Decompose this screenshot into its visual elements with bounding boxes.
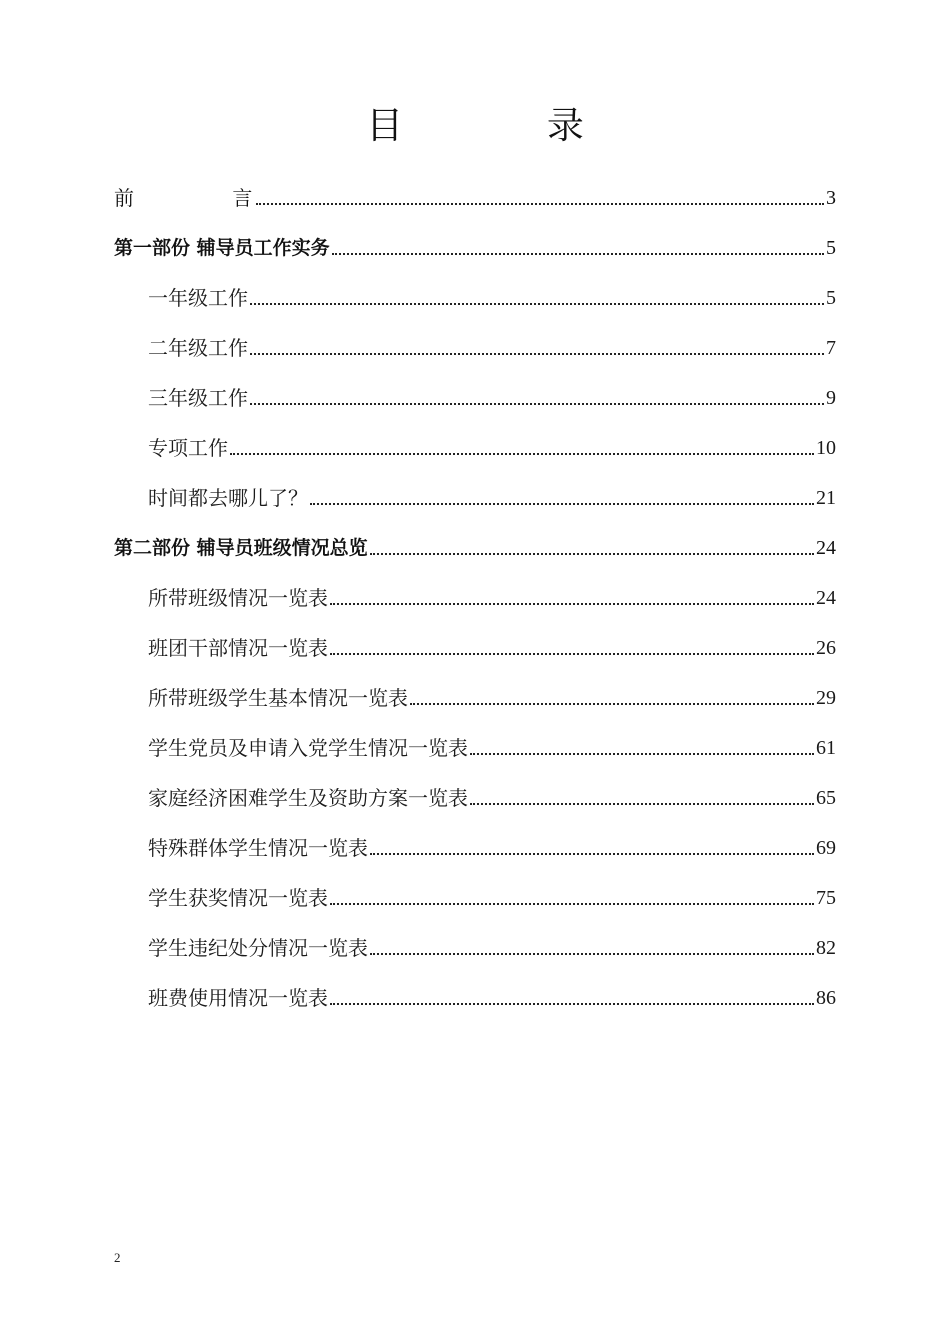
toc-entry-page: 86 <box>816 987 836 1009</box>
table-of-contents <box>114 162 836 1012</box>
dot-leader <box>410 684 814 712</box>
dot-leader <box>370 934 814 962</box>
toc-entry-page: 5 <box>826 287 836 309</box>
toc-entry-title: 班团干部情况一览表 <box>148 636 328 660</box>
toc-entry-disciplinary[interactable] <box>114 912 836 962</box>
toc-entry-class-cadres[interactable] <box>114 612 836 662</box>
dot-leader <box>330 984 814 1012</box>
dot-leader <box>310 484 814 512</box>
toc-entry-special-groups[interactable] <box>114 812 836 862</box>
dot-leader <box>332 234 824 262</box>
toc-entry-title: 班费使用情况一览表 <box>148 986 328 1010</box>
toc-entry-page: 21 <box>816 487 836 509</box>
toc-entry-second-year[interactable] <box>114 312 836 362</box>
dot-leader <box>230 434 814 462</box>
toc-entry-title: 家庭经济困难学生及资助方案一览表 <box>148 786 468 810</box>
toc-entry-special-work[interactable] <box>114 412 836 462</box>
toc-entry-page: 9 <box>826 387 836 409</box>
toc-entry-page: 7 <box>826 337 836 359</box>
dot-leader <box>330 884 814 912</box>
dot-leader <box>330 584 814 612</box>
toc-entry-student-basics[interactable] <box>114 662 836 712</box>
toc-entry-page: 24 <box>816 587 836 609</box>
toc-entry-class-overview[interactable] <box>114 562 836 612</box>
dot-leader <box>256 184 824 212</box>
toc-entry-page: 5 <box>826 237 836 259</box>
dot-leader <box>250 334 824 362</box>
toc-entry-title: 二年级工作 <box>148 336 248 360</box>
page-title: 目 录 <box>366 104 650 147</box>
toc-entry-class-fees[interactable] <box>114 962 836 1012</box>
toc-entry-page: 75 <box>816 887 836 909</box>
toc-entry-part-2[interactable] <box>114 512 836 562</box>
toc-entry-where-time-went[interactable] <box>114 462 836 512</box>
toc-entry-third-year[interactable] <box>114 362 836 412</box>
dot-leader <box>470 784 814 812</box>
toc-entry-page: 29 <box>816 687 836 709</box>
toc-entry-title: 一年级工作 <box>148 286 248 310</box>
toc-entry-title: 专项工作 <box>148 436 228 460</box>
toc-entry-title: 所带班级学生基本情况一览表 <box>148 686 408 710</box>
dot-leader <box>370 534 814 562</box>
toc-entry-first-year[interactable] <box>114 262 836 312</box>
toc-entry-title: 第二部份 辅导员班级情况总览 <box>114 537 368 559</box>
toc-entry-page: 82 <box>816 937 836 959</box>
toc-entry-preface[interactable] <box>114 162 836 212</box>
toc-entry-title: 学生党员及申请入党学生情况一览表 <box>148 736 468 760</box>
toc-entry-page: 10 <box>816 437 836 459</box>
toc-entry-awards[interactable] <box>114 862 836 912</box>
toc-entry-page: 3 <box>826 187 836 209</box>
dot-leader <box>250 284 824 312</box>
toc-entry-title: 所带班级情况一览表 <box>148 586 328 610</box>
toc-entry-page: 69 <box>816 837 836 859</box>
dot-leader <box>250 384 824 412</box>
toc-entry-party-members[interactable] <box>114 712 836 762</box>
dot-leader <box>470 734 814 762</box>
toc-entry-title: 三年级工作 <box>148 386 248 410</box>
dot-leader <box>370 834 814 862</box>
toc-entry-title: 特殊群体学生情况一览表 <box>148 836 368 860</box>
toc-entry-page: 26 <box>816 637 836 659</box>
toc-entry-title: 时间都去哪儿了？ <box>148 486 308 510</box>
toc-entry-financial-aid[interactable] <box>114 762 836 812</box>
page-number: 2 <box>114 1250 121 1265</box>
toc-entry-page: 61 <box>816 737 836 759</box>
toc-entry-title: 前 言 <box>114 186 299 210</box>
toc-entry-title: 第一部份 辅导员工作实务 <box>114 237 330 259</box>
toc-entry-title: 学生获奖情况一览表 <box>148 886 328 910</box>
toc-entry-page: 65 <box>816 787 836 809</box>
toc-entry-page: 24 <box>816 537 836 559</box>
toc-entry-part-1[interactable] <box>114 212 836 262</box>
dot-leader <box>330 634 814 662</box>
toc-entry-title: 学生违纪处分情况一览表 <box>148 936 368 960</box>
